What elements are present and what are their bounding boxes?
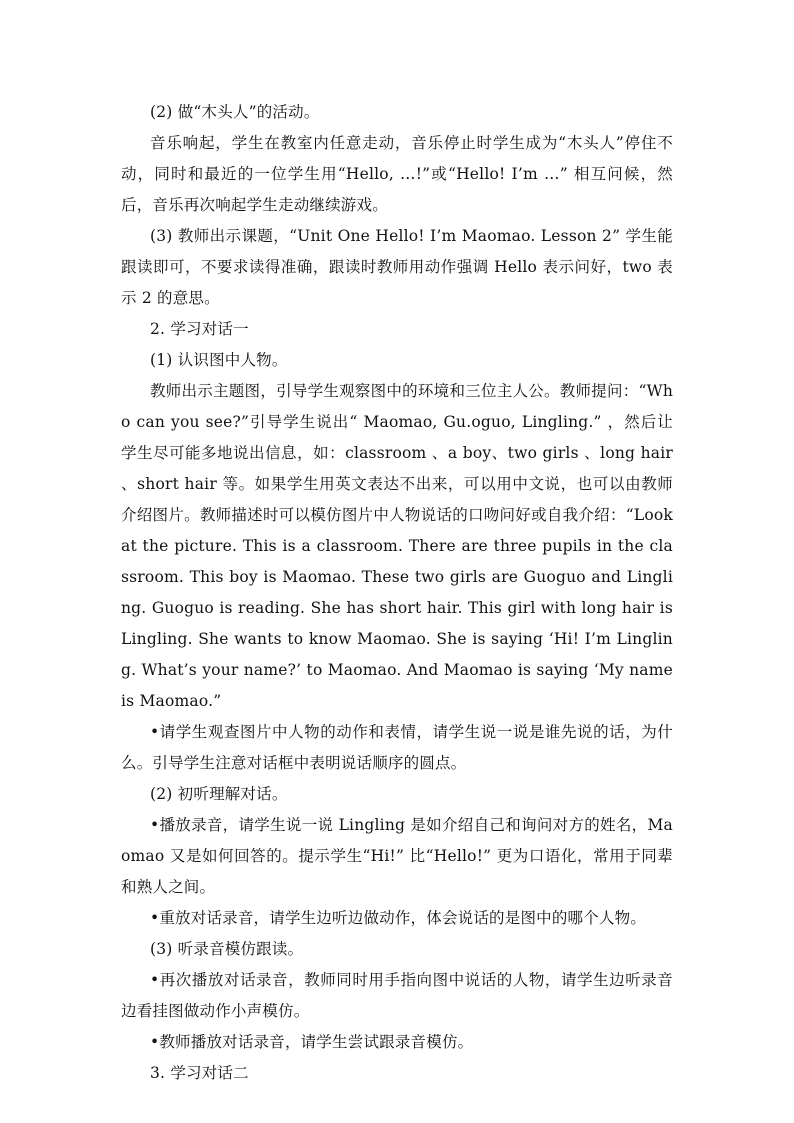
bullet-play-again: •再次播放对话录音，教师同时用手指向图中说话的人物，请学生边听录音边看挂图做动作小声模仿。 <box>121 971 673 1020</box>
bullet-try-imitate: •教师播放对话录音，请学生尝试跟录音模仿。 <box>150 1033 474 1051</box>
paragraph-activity-heading: (2) 做“木头人”的活动。 <box>150 103 320 121</box>
bullet-observe-picture: •请学生观查图片中人物的动作和表情，请学生说一说是谁先说的话，为什么。引导学生注意对话框中表明说话顺序的圆点。 <box>121 723 673 772</box>
paragraph-listen-imitate: (3) 听录音模仿跟读。 <box>150 940 304 958</box>
bullet-replay-recording: •重放对话录音，请学生边听边做动作，体会说话的是图中的哪个人物。 <box>150 909 647 927</box>
section-heading-dialogue-two: 3. 学习对话二 <box>150 1064 249 1082</box>
document-body <box>121 97 673 1089</box>
section-heading-dialogue-one: 2. 学习对话一 <box>150 320 249 338</box>
paragraph-picture-description: 教师出示主题图，引导学生观察图中的环境和三位主人公。教师提问：“Who can you see?”引导学生说出“ Maomao, Gu.oguo, Lingling.” ，然后让学生尽可能多地说出信息，如：classroom 、a boy、two girls 、long hair 、short hair 等。如果学生用英文表达不出来，可以用中文说，也可以由教师介绍图片。教师描述时可以模仿图片中人物说话的口吻问好或自我介绍：“Look at the picture. This is a classroom. There are three pupils in the classroom. This boy is Maomao. These two girls are Guoguo and Lingling. Guoguo is reading. She has short hair. This girl with long hair is Lingling. She wants to know Maomao. She is saying ‘Hi! I’m Lingling. What’s your name?’ to Maomao. And Maomao is saying ‘My name is Maomao.” <box>121 382 673 710</box>
bullet-play-recording: •播放录音，请学生说一说 Lingling 是如介绍自己和询问对方的姓名，Maomao 又是如何回答的。提示学生“Hi!” 比“Hello!” 更为口语化，常用于同辈和熟人之间。 <box>121 816 673 896</box>
paragraph-first-listening: (2) 初听理解对话。 <box>150 785 288 803</box>
paragraph-identify-characters: (1) 认识图中人物。 <box>150 351 288 369</box>
paragraph-activity-description: 音乐响起，学生在教室内任意走动，音乐停止时学生成为“木头人”停住不动，同时和最近的一位学生用“Hello, …!”或“Hello! I’m …” 相互问候，然后，音乐再次响起学生走动继续游戏。 <box>121 134 673 214</box>
paragraph-lesson-title: (3) 教师出示课题，“Unit One Hello! I’m Maomao. Lesson 2” 学生能跟读即可，不要求读得准确，跟读时教师用动作强调 Hello 表示问好，two 表示 2 的意思。 <box>121 227 673 307</box>
